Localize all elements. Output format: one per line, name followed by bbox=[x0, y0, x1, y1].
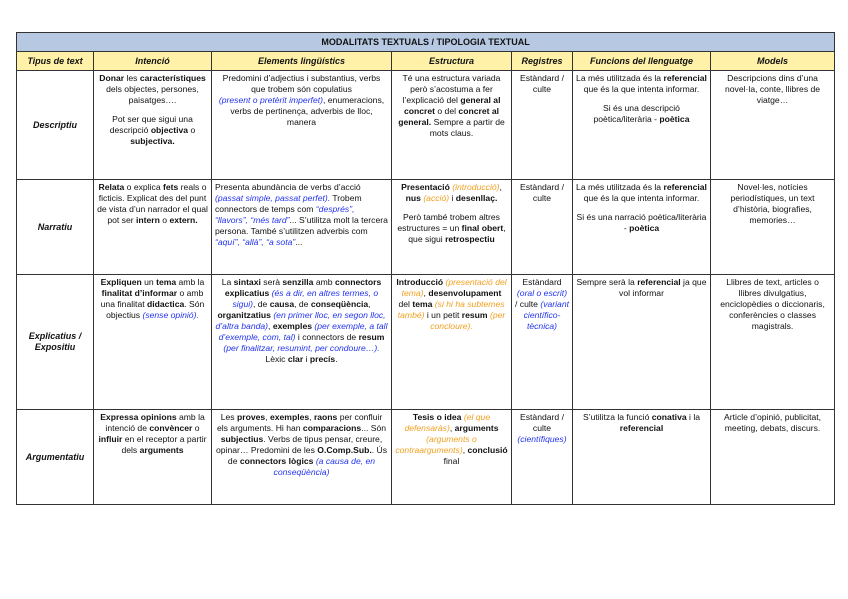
cell-models: Novel·les, notícies periodístiques, un text d’història, biografies, memories… bbox=[711, 180, 835, 275]
cell-intencio: Relata o explica fets reals o ficticis. Explicat des del punt de vista d’un narrador el qual pot ser intern o extern. bbox=[94, 180, 212, 275]
cell-elements: Presenta abundància de verbs d’acció (passat simple, passat perfet). Trobem connectors de temps com “després”, “llavors”, “més tard”... S’utilitza molt la tercera persona. També s’utilitzen adverbis com “aquí”, “allà”, “a sota”... bbox=[212, 180, 392, 275]
cell-funcions: S’utilitza la funció conativa i la referencial bbox=[573, 410, 711, 505]
row-type-narratiu: Narratiu bbox=[17, 180, 94, 275]
header-models: Models bbox=[711, 52, 835, 71]
header-tipus: Tipus de text bbox=[17, 52, 94, 71]
header-estructura: Estructura bbox=[392, 52, 512, 71]
cell-elements: La sintaxi serà senzilla amb connectors explicatius (és a dir, en altres termes, o sigui), de causa, de conseqüència, organitzatius (en primer lloc, en segon lloc, d’altra banda), exemples (per exemple, a tall d’exemple, com, tal) i connectors de resum (per finalitzar, resumint, per condoure…). Lèxic clar i precís. bbox=[212, 275, 392, 410]
cell-estructura: Té una estructura variada però s’acostuma a fer l’explicació del general al concret o del concret al general. Sempre a partir de mots claus. bbox=[392, 71, 512, 180]
cell-estructura: Presentació (introducció), nus (acció) i desenllaç. Però també trobem altres estructures = un final obert, que sigui retrospectiu bbox=[392, 180, 512, 275]
cell-funcions: Sempre serà la referencial ja que vol informar bbox=[573, 275, 711, 410]
row-type-argumentatiu: Argumentatiu bbox=[17, 410, 94, 505]
cell-models: Descripcions dins d’una novel·la, conte, llibres de viatge… bbox=[711, 71, 835, 180]
header-funcions: Funcions del llenguatge bbox=[573, 52, 711, 71]
cell-registres: Estàndard (oral o escrit) / culte (variant científico-tècnica) bbox=[512, 275, 573, 410]
cell-models: Article d’opinió, publicitat, meeting, debats, discurs. bbox=[711, 410, 835, 505]
row-type-explicatius: Explicatius / Expositiu bbox=[17, 275, 94, 410]
cell-funcions: La més utilitzada és la referencial que és la que intenta informar. Si és una descripció poètica/literària - poètica bbox=[573, 71, 711, 180]
cell-elements: Les proves, exemples, raons per confluir els arguments. Hi han comparacions... Són subjectius. Verbs de tipus pensar, creure, opinar… Predomini de les O.Comp.Sub.. Ús de connectors lògics (a causa de, en conseqüència) bbox=[212, 410, 392, 505]
cell-registres: Estàndard / culte bbox=[512, 71, 573, 180]
text-types-table bbox=[16, 32, 835, 505]
cell-intencio: Expressa opinions amb la intenció de convèncer o influir en el receptor a partir dels arguments bbox=[94, 410, 212, 505]
cell-funcions: La més utilitzada és la referencial que és la que intenta informar. Si és una narració poètica/literària - poètica bbox=[573, 180, 711, 275]
cell-estructura: Tesis o idea (el que defensaràs), arguments (arguments o contraarguments), conclusió final bbox=[392, 410, 512, 505]
table-row bbox=[17, 71, 835, 180]
row-type-descriptiu: Descriptiu bbox=[17, 71, 94, 180]
table-title: MODALITATS TEXTUALS / TIPOLOGIA TEXTUAL bbox=[17, 33, 835, 52]
cell-estructura: Introducció (presentació del tema), desenvolupament del tema (si hi ha subtemes també) i un petit resum (per concloure). bbox=[392, 275, 512, 410]
cell-intencio: Donar les característiques dels objectes, persones, paisatges…. Pot ser que sigui una descripció objectiva o subjectiva. bbox=[94, 71, 212, 180]
cell-registres: Estàndard / culte bbox=[512, 180, 573, 275]
header-registres: Registres bbox=[512, 52, 573, 71]
table-row bbox=[17, 410, 835, 505]
cell-models: Llibres de text, articles o llibres divulgatius, enciclopèdies o diccionaris, conferències o classes magistrals. bbox=[711, 275, 835, 410]
cell-intencio: Expliquen un tema amb la finalitat d’informar o amb una finalitat didactica. Són objectius (sense opinió). bbox=[94, 275, 212, 410]
cell-elements: Predomini d’adjectius i substantius, verbs que trobem són copulatius (present o pretèrit imperfet), enumeracions, verbs de pertinença, adverbis de lloc, manera bbox=[212, 71, 392, 180]
header-elements: Elements lingüístics bbox=[212, 52, 392, 71]
table-row bbox=[17, 180, 835, 275]
table-row bbox=[17, 275, 835, 410]
cell-registres: Estàndard / culte (científiques) bbox=[512, 410, 573, 505]
header-intencio: Intenció bbox=[94, 52, 212, 71]
